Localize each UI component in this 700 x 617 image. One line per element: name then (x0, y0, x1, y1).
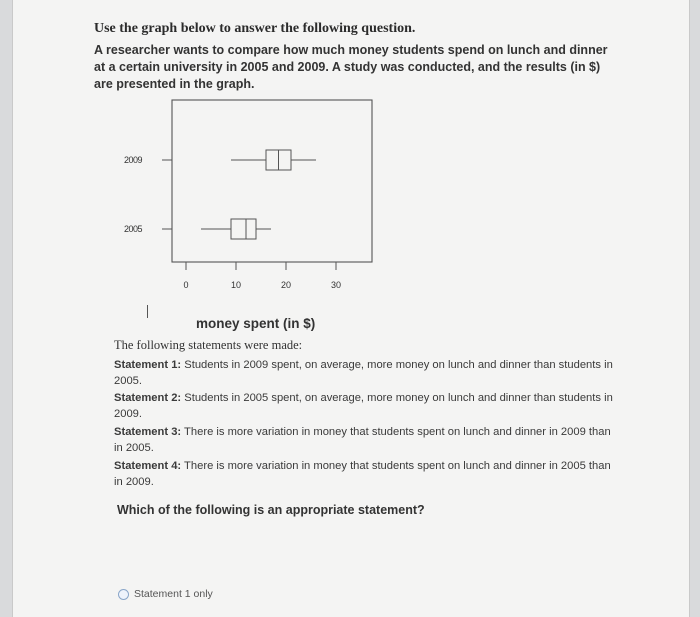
statement-2: Statement 2: Students in 2005 spent, on average, more money on lunch and dinner than students in 2009. (114, 392, 613, 420)
x-tick-label: 20 (280, 280, 292, 290)
x-tick-label: 0 (183, 280, 189, 290)
statement-1: Statement 1: Students in 2009 spent, on average, more money on lunch and dinner than students in 2005. (114, 359, 613, 387)
which-question: Which of the following is an appropriate statement? (117, 503, 425, 517)
question-text: A researcher wants to compare how much money students spend on lunch and dinner at a certain university in 2005 and 2009. A study was conducted, and the results (in $) are presented in the graph. (94, 43, 608, 91)
intro-text: Use the graph below to answer the following question. (94, 21, 416, 36)
statement-3: Statement 3: There is more variation in money that students spent on lunch and dinner in 2009 than in 2005. (114, 426, 611, 454)
x-tick-label: 10 (230, 280, 242, 290)
plot-frame (172, 100, 372, 262)
text-cursor (147, 305, 148, 318)
x-axis-label: money spent (in $) (196, 316, 316, 331)
radio-button[interactable] (118, 589, 129, 600)
box-2005-iqr-box (231, 219, 256, 239)
option-label: Statement 1 only (134, 588, 213, 600)
y-tick-label: 2005 (123, 224, 142, 234)
option-statement-1-only[interactable] (118, 588, 213, 600)
statements-intro: The following statements were made: (114, 338, 303, 352)
statement-4: Statement 4: There is more variation in money that students spent on lunch and dinner in 2005 than in 2009. (114, 460, 611, 488)
y-tick-label: 2009 (123, 155, 142, 165)
x-tick-label: 30 (330, 280, 342, 290)
